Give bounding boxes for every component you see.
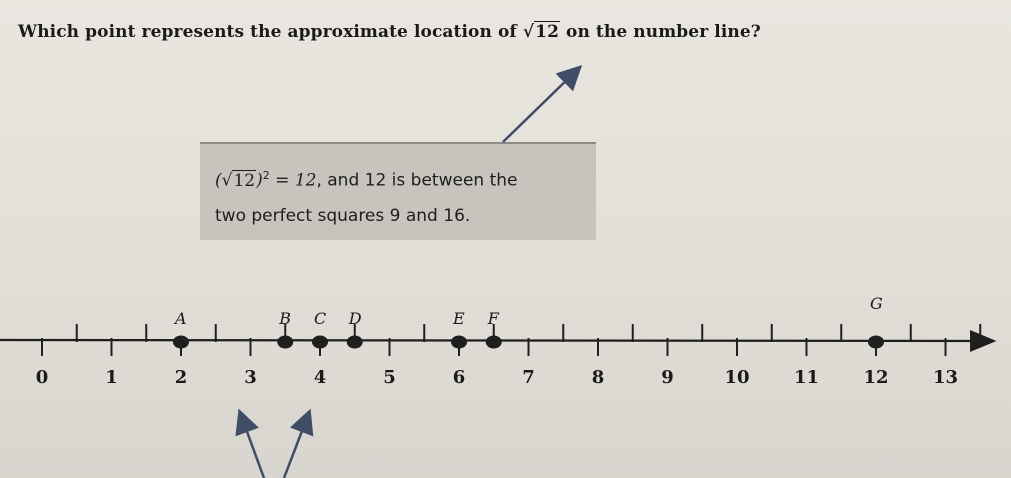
tick-label: 7 bbox=[522, 367, 535, 388]
pointer-arrow bbox=[503, 72, 575, 142]
tick-label: 8 bbox=[591, 367, 605, 388]
annotation-equation: = 12 bbox=[269, 170, 317, 191]
question-prefix: Which point represents the approximate location of bbox=[18, 22, 523, 42]
point-b bbox=[277, 336, 293, 349]
point-g bbox=[868, 336, 884, 349]
tick-label: 2 bbox=[174, 367, 188, 388]
point-a bbox=[173, 336, 189, 349]
point-d bbox=[347, 336, 363, 349]
point-label-f: F bbox=[487, 309, 499, 328]
question-radicand: 12 bbox=[535, 22, 559, 42]
tick-label: 6 bbox=[452, 367, 466, 388]
annotation-paren-open: ( bbox=[215, 170, 222, 191]
tick-label: 13 bbox=[932, 367, 959, 388]
annotation-radicand: 12 bbox=[233, 170, 256, 191]
point-label-e: E bbox=[453, 309, 465, 328]
point-label-c: C bbox=[314, 309, 327, 328]
tick-label: 10 bbox=[724, 367, 750, 388]
tick-label: 4 bbox=[313, 367, 327, 388]
annotation-line-2: two perfect squares 9 and 16. bbox=[215, 206, 471, 226]
lower-arrow-right bbox=[284, 418, 307, 478]
tick-label: 3 bbox=[244, 367, 257, 388]
tick-label: 5 bbox=[383, 367, 396, 388]
annotation-radical: √ bbox=[221, 170, 233, 191]
tick-label: 12 bbox=[863, 367, 889, 388]
annotation-rest: , and 12 is between the bbox=[316, 170, 518, 191]
annotation-exponent: 2 bbox=[262, 169, 270, 182]
annotation-paren-close: ) bbox=[256, 170, 263, 191]
point-label-d: D bbox=[348, 309, 362, 328]
tick-label: 0 bbox=[35, 367, 49, 388]
tick-label: 9 bbox=[661, 367, 674, 388]
point-f bbox=[486, 336, 502, 349]
point-label-g: G bbox=[870, 294, 883, 313]
lower-arrow-left bbox=[242, 418, 264, 478]
question-suffix: on the number line? bbox=[560, 22, 761, 42]
tick-label: 11 bbox=[793, 367, 820, 388]
point-label-a: A bbox=[175, 309, 187, 328]
tick-label: 1 bbox=[105, 367, 118, 388]
sqrt-symbol: √ bbox=[522, 22, 535, 42]
point-e bbox=[451, 336, 467, 349]
point-c bbox=[312, 336, 328, 349]
point-label-b: B bbox=[279, 309, 292, 328]
